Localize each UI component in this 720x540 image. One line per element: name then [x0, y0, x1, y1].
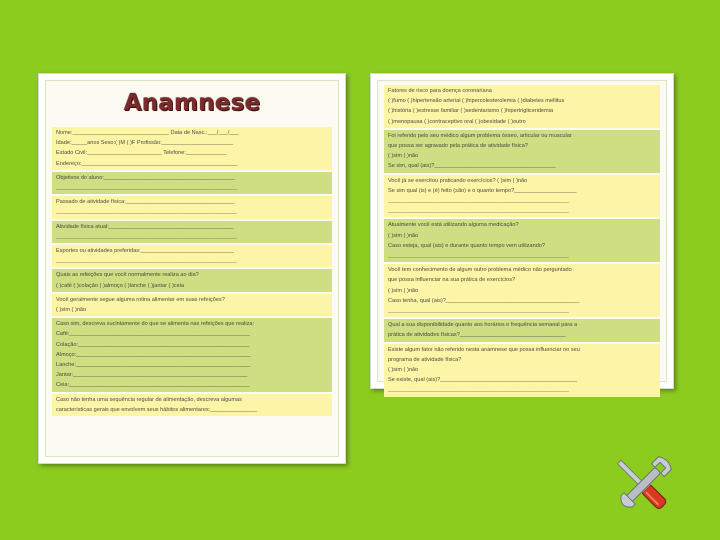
form-line: Foi referido pelo seu médico algum problema ósseo, articular ou muscular	[388, 132, 572, 139]
form-section	[52, 269, 332, 291]
wrench-screwdriver-icon	[608, 450, 678, 520]
form-line: Caso esteja, qual (ais) e durante quanto tempo vem utilizando?	[388, 242, 546, 249]
form-line: Objetivos do aluno:__________________________________________	[56, 174, 235, 181]
form-line: Se existe, qual (ais)?____________________________________________	[388, 377, 578, 384]
form-section	[52, 221, 332, 243]
form-line: ______________________________________________________________	[388, 308, 569, 314]
form-line: Atualmente você está utilizando alguma medicação?	[388, 222, 519, 229]
form-section	[384, 344, 660, 397]
form-line: Estado Civil:________________________ Telefone:_____________	[56, 150, 227, 157]
form-line: Esportes ou atividades preferidas:______________________________	[56, 248, 234, 254]
form-line: Se sim qual (is) e (é) feito (são) e o quanto tempo?____________________	[388, 187, 577, 194]
form-line: Fatores de risco para doença coronariana	[388, 88, 492, 94]
form-line: ______________________________________________________________	[388, 208, 569, 215]
form-line: Você tem conhecimento de algum outro problema médico não perguntado	[388, 267, 572, 274]
form-line: Caso sim, descreva sucintamente do que se alimenta nas refeições que realiza:	[56, 321, 255, 328]
form-line: ______________________________________________________________	[388, 253, 569, 259]
form-line: ______________________________________________________________	[56, 258, 237, 265]
form-line: Jantar:________________________________________________________	[56, 372, 248, 379]
form-line: prática de atividades físicas?__________________________________	[388, 332, 566, 339]
form-page-1-content	[45, 80, 339, 457]
form-line: ______________________________________________________________	[56, 233, 237, 240]
form-line: Lanche:________________________________________________________	[56, 362, 251, 368]
form-line: ( )menopausa ( )contraceptivo oral ( )obesidade ( )outro	[388, 118, 526, 125]
form-line: ( )sim ( )não	[388, 153, 419, 160]
form-page-2-content	[377, 80, 667, 394]
form-section	[52, 394, 332, 416]
form-line: ( )sim ( )não	[388, 287, 419, 294]
form-line: Você já se exercitou praticando exercícios? ( )sim ( )não	[388, 177, 528, 184]
form-section	[52, 172, 332, 194]
form-section	[52, 294, 332, 316]
form-title: Anamnese	[123, 90, 261, 116]
form-line: que possa ser agravado pela prática de atividade física?	[388, 143, 528, 149]
form-line: ( )fumo ( )hipertensão arterial ( )hipercolesterolemia ( )diabetes mellitus	[388, 98, 565, 105]
form-section	[384, 175, 660, 218]
form-line: Nome:_______________________________ Data de Nasc.:___/___/___	[56, 130, 239, 136]
form-line: ______________________________________________________________	[56, 209, 237, 216]
form-line: ( )sim ( )não	[388, 232, 419, 239]
form-line: Qual a sua disponibilidade quanto aos horários e frequência semanal para a	[388, 322, 578, 329]
anamnese-form-page-1	[38, 73, 346, 464]
form-line: Almoço:________________________________________________________	[56, 351, 251, 358]
form-line: características gerais que envolvem seus hábitos alimentares:_______________	[56, 406, 257, 413]
form-line: ( )sim ( )não	[56, 307, 87, 313]
form-section	[384, 130, 660, 173]
form-line: ______________________________________________________________	[56, 185, 237, 191]
form-header	[46, 81, 338, 125]
form-section	[384, 85, 660, 128]
form-line: ( )café ( )colação ( )almoço ( )lanche ( )jantar ( )ceia	[56, 282, 185, 289]
form-section	[384, 219, 660, 262]
form-line: Caso não tenha uma sequência regular de alimentação, descreva algumas	[56, 396, 242, 403]
form-line: ( )sim ( )não	[388, 367, 419, 373]
anamnese-form-page-2	[370, 73, 674, 394]
form-section	[384, 319, 660, 341]
form-line: Quais as refeições que você normalmente realiza ao dia?	[56, 272, 199, 279]
form-section	[52, 196, 332, 218]
form-line: Endereço:__________________________________________________	[56, 160, 238, 167]
form-line: ( )história ( )estresse familiar ( )sedentarismo ( )hipertrigliceridemia	[388, 108, 554, 115]
form-line: ______________________________________________________________	[388, 198, 569, 204]
form-section	[52, 127, 332, 170]
form-section	[52, 318, 332, 391]
form-line: Ceia:__________________________________________________________	[56, 382, 250, 389]
form-line: Colação:_______________________________________________________	[56, 341, 250, 348]
form-section	[384, 264, 660, 317]
form-line: Existe algum fator não referido nesta anamnese que possa influenciar no seu	[388, 346, 580, 353]
form-line: Atividade física atual:________________________________________	[56, 223, 234, 230]
form-line: ______________________________________________________________	[388, 387, 569, 394]
form-line: Você geralmente segue alguma rotina alimentar em suas refeições?	[56, 296, 225, 303]
form-line: programa de atividade física?	[388, 356, 462, 363]
form-line: Se sim, qual (ais)?_______________________________________	[388, 163, 556, 170]
form-line: Caso tenha, qual (ais)?___________________________________________	[388, 297, 580, 304]
form-line: que possa influenciar na sua prática de exercícios?	[388, 277, 516, 284]
form-line: Passado de atividade física:___________________________________	[56, 199, 235, 206]
form-line: Café:__________________________________________________________	[56, 331, 250, 338]
form-line: Idade:_____anos Sexo:( )M ( )F Profissão:_______________________	[56, 140, 234, 147]
form-section	[52, 245, 332, 267]
